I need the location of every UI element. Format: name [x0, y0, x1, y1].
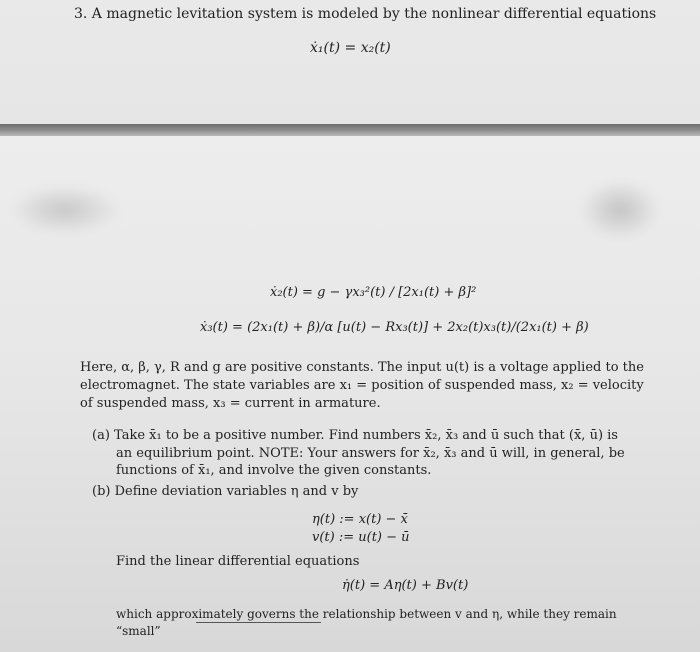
which-line-2: “small”: [116, 624, 161, 638]
equation-x1: ẋ₁(t) = x₂(t): [310, 40, 391, 56]
question-heading: 3. A magnetic levitation system is modeled by the nonlinear differential equations: [74, 6, 657, 22]
blurred-region-left: [10, 185, 120, 235]
blurred-region-right: [580, 180, 660, 240]
paragraph-line-2: electromagnet. The state variables are x₁ = position of suspended mass, x₂ = velocity: [80, 378, 644, 393]
find-instruction: Find the linear differential equations: [116, 554, 360, 569]
which-line-1: which approximately governs the relationship between v and η, while they remain: [116, 607, 617, 621]
paragraph-line-1: Here, α, β, γ, R and g are positive constants. The input u(t) is a voltage applied to the: [80, 360, 644, 375]
linear-equation: η̇(t) = Aη(t) + Bv(t): [342, 578, 469, 593]
equation-x2: ẋ₂(t) = g − γx₃²(t) / [2x₁(t) + β]²: [270, 285, 477, 300]
page-divider: [0, 124, 700, 136]
deviation-eta: η(t) := x(t) − x̄: [312, 512, 408, 527]
part-a-line-2: an equilibrium point. NOTE: Your answers for x̄₂, x̄₃ and ū will, in general, be: [116, 446, 625, 461]
paragraph-line-3: of suspended mass, x₃ = current in armature.: [80, 396, 381, 411]
part-a-line-1: (a) Take x̄₁ to be a positive number. Find numbers x̄₂, x̄₃ and ū such that (x̄, ū) is: [92, 428, 618, 443]
equation-x3: ẋ₃(t) = (2x₁(t) + β)/α [u(t) − Rx₃(t)] + 2x₂(t)x₃(t)/(2x₁(t) + β): [200, 320, 589, 335]
part-a-line-3: functions of x̄₁, and involve the given constants.: [116, 463, 432, 478]
pen-underline: [196, 622, 321, 623]
part-b-line-1: (b) Define deviation variables η and v by: [92, 484, 359, 499]
deviation-v: v(t) := u(t) − ū: [312, 530, 410, 545]
